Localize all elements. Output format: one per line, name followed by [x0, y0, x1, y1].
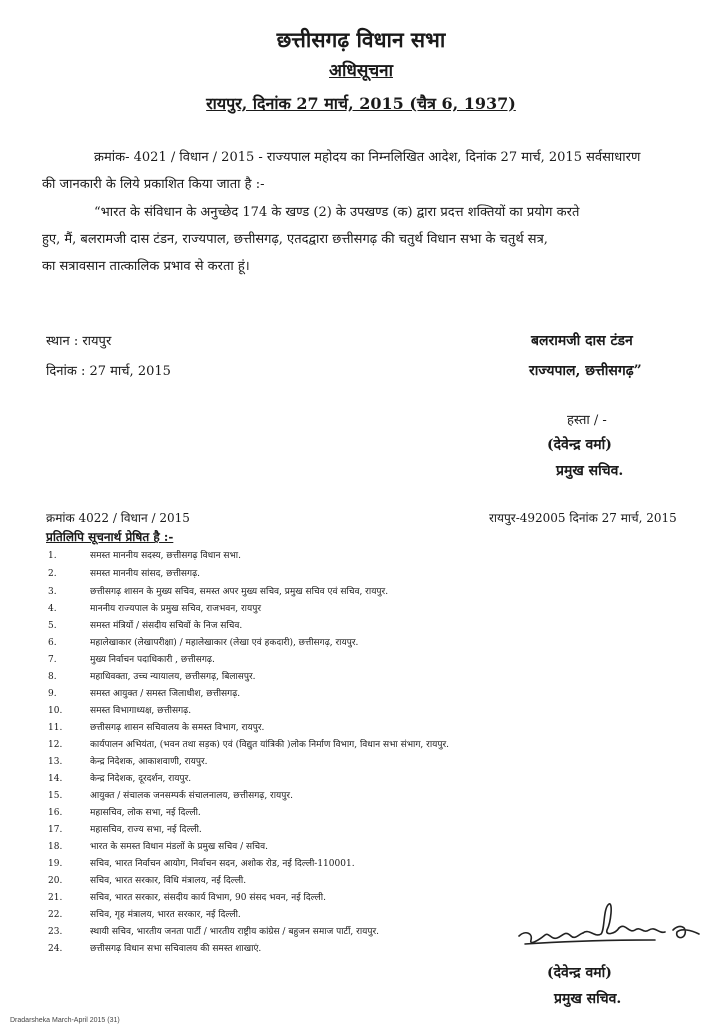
list-item: 12. कार्यपालन अभियंता, (भवन तथा सड़क) एवं (विद्युत यांत्रिकी )लोक निर्माण विभाग, विधान सभा संभाग, रायपुर.	[48, 740, 450, 750]
list-item: 4. माननीय राज्यपाल के प्रमुख सचिव, राजभवन, रायपुर	[48, 604, 262, 614]
list-item: 20. सचिव, भारत सरकार, विधि मंत्रालय, नई दिल्ली.	[48, 876, 247, 886]
dateline: रायपुर, दिनांक 27 मार्च, 2015 (चैत्र 6, 1937)	[206, 94, 516, 113]
page-footer: Dradarsheka March-April 2015 (31)	[10, 1017, 120, 1024]
list-item: 17. महासचिव, राज्य सभा, नई दिल्ली.	[48, 825, 202, 835]
list-item: 1. समस्त माननीय सदस्य, छत्तीसगढ़ विधान सभा.	[48, 551, 241, 561]
order-quote-line-1: “भारत के संविधान के अनुच्छेद 174 के खण्ड (2) के उपखण्ड (क) द्वारा प्रदत्त शक्तियों का प्रयोग करते	[94, 205, 580, 220]
governor-title: राज्यपाल, छत्तीसगढ़”	[529, 363, 642, 379]
list-item: 5. समस्त मंत्रियों / संसदीय सचिवों के निज सचिव.	[48, 621, 243, 631]
list-item: 24. छत्तीसगढ़ विधान सभा सचिवालय की समस्त शाखाएं.	[48, 944, 262, 954]
list-item: 11. छत्तीसगढ़ शासन सचिवालय के समस्त विभाग, रायपुर.	[48, 723, 265, 733]
document-title: छत्तीसगढ़ विधान सभा	[276, 27, 446, 52]
order-quote-line-3: का सत्रावसान तात्कालिक प्रभाव से करता हूं।	[42, 259, 250, 274]
list-item: 15. आयुक्त / संचालक जनसम्पर्क संचालनालय, छत्तीसगढ़, रायपुर.	[48, 791, 293, 801]
list-item: 14. केन्द्र निदेशक, दूरदर्शन, रायपुर.	[48, 774, 192, 784]
document-subtitle: अधिसूचना	[329, 61, 393, 81]
list-item: 10. समस्त विभागाध्यक्ष, छत्तीसगढ़.	[48, 706, 192, 716]
list-item: 7. मुख्य निर्वाचन पदाधिकारी , छत्तीसगढ़.	[48, 655, 215, 665]
list-item: 8. महाधिवक्ता, उच्च न्यायालय, छत्तीसगढ़, बिलासपुर.	[48, 672, 256, 682]
list-item: 23. स्थायी सचिव, भारतीय जनता पार्टी / भारतीय राष्ट्रीय कांग्रेस / बहुजन समाज पार्टी, रायपुर.	[48, 927, 380, 937]
secretary-name: (देवेन्द्र वर्मा)	[547, 437, 612, 453]
order-line-1: क्रमांक- 4021 / विधान / 2015 - राज्यपाल महोदय का निम्नलिखित आदेश, दिनांक 27 मार्च, 2015 सर्वसाधारण	[94, 150, 641, 165]
list-item: 16. महासचिव, लोक सभा, नई दिल्ली.	[48, 808, 201, 818]
secretary-title: प्रमुख सचिव.	[556, 463, 624, 479]
handwritten-signature	[515, 900, 705, 962]
list-item: 21. सचिव, भारत सरकार, संसदीय कार्य विभाग, 90 संसद भवन, नई दिल्ली.	[48, 893, 326, 903]
list-item: 2. समस्त माननीय सांसद, छत्तीसगढ़.	[48, 569, 201, 579]
list-item: 6. महालेखाकार (लेखापरीक्षा) / महालेखाकार (लेखा एवं हकदारी), छत्तीसगढ़, रायपुर.	[48, 638, 359, 648]
governor-name: बलरामजी दास टंडन	[531, 333, 633, 349]
copy-place-date: रायपुर-492005 दिनांक 27 मार्च, 2015	[489, 511, 677, 525]
date-label: दिनांक : 27 मार्च, 2015	[46, 364, 171, 379]
place-label: स्थान : रायपुर	[46, 334, 112, 349]
list-item: 3. छत्तीसगढ़ शासन के मुख्य सचिव, समस्त अपर मुख्य सचिव, प्रमुख सचिव एवं सचिव, रायपुर.	[48, 587, 389, 597]
order-line-2: की जानकारी के लिये प्रकाशित किया जाता है :-	[42, 177, 265, 192]
copy-heading: प्रतिलिपि सूचनार्थ प्रेषित है :-	[46, 530, 174, 544]
list-item: 18. भारत के समस्त विधान मंडलों के प्रमुख सचिव / सचिव.	[48, 842, 268, 852]
copy-secretary-title: प्रमुख सचिव.	[554, 991, 622, 1007]
list-item: 9. समस्त आयुक्त / समस्त जिलाधीश, छत्तीसगढ़.	[48, 689, 241, 699]
list-item: 19. सचिव, भारत निर्वाचन आयोग, निर्वाचन सदन, अशोक रोड, नई दिल्ली-110001.	[48, 859, 355, 869]
signed-marker: हस्ता / -	[567, 413, 607, 428]
order-quote-line-2: हुए, मैं, बलरामजी दास टंडन, राज्यपाल, छत्तीसगढ़, एतदद्वारा छत्तीसगढ़ की चतुर्थ विधान सभा के चतुर्थ सत्र,	[42, 232, 548, 247]
list-item: 22. सचिव, गृह मंत्रालय, भारत सरकार, नई दिल्ली.	[48, 910, 241, 920]
copy-reference: क्रमांक 4022 / विधान / 2015	[46, 511, 190, 525]
copy-secretary-name: (देवेन्द्र वर्मा)	[547, 965, 612, 981]
list-item: 13. केन्द्र निदेशक, आकाशवाणी, रायपुर.	[48, 757, 208, 767]
